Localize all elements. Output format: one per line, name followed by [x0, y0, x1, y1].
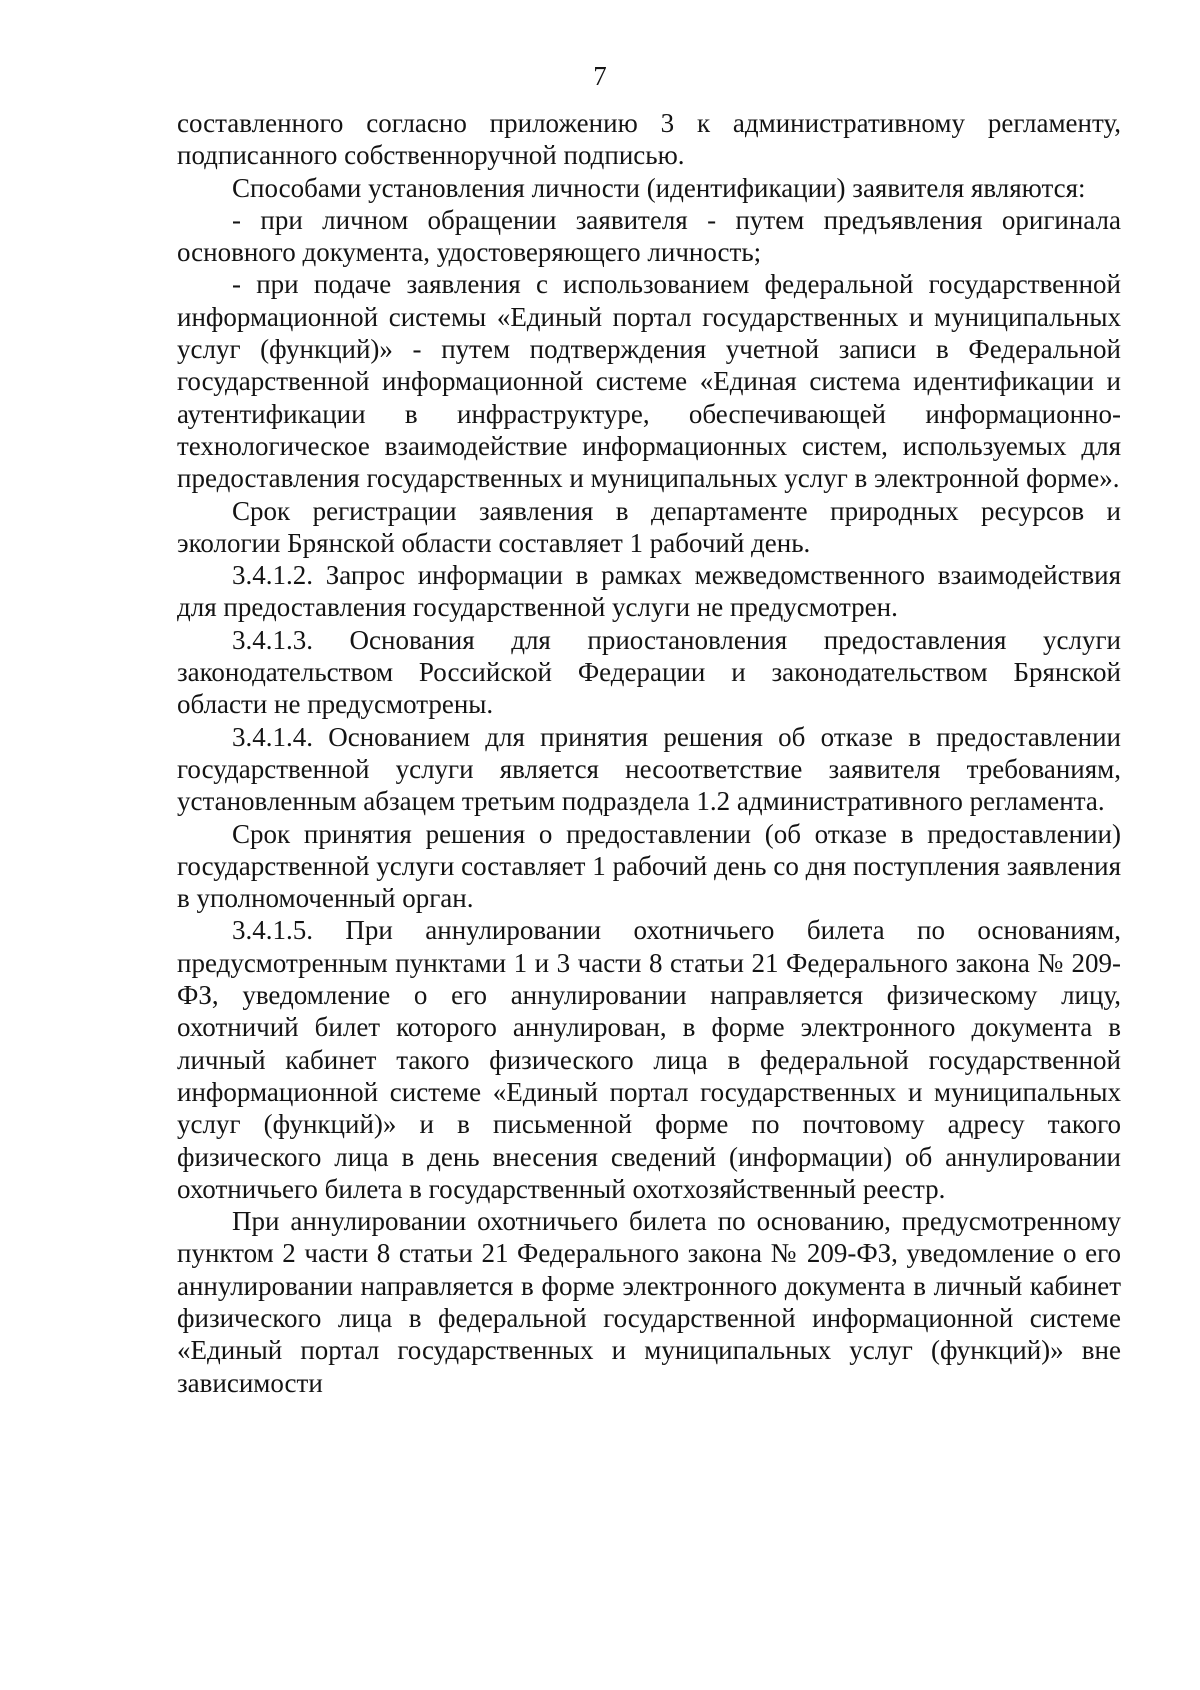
paragraph-3-4-1-2: 3.4.1.2. Запрос информации в рамках межведомственного взаимодействия для предоставления государственной услуги не предусмотрен.	[177, 560, 1121, 623]
paragraph-decision-term: Срок принятия решения о предоставлении (об отказе в предоставлении) государственной услуги составляет 1 рабочий день со дня поступления заявления в уполномоченный орган.	[177, 818, 1121, 914]
list-item-online-portal: - при подаче заявления с использованием федеральной государственной информационной системы «Единый портал государственных и муниципальных услуг (функций)» - путем подтверждения учетной записи в Федеральной государственной информационной системе «Единая система идентификации и аутентификации в инфраструктуре, обеспечивающей информационно-технологическое взаимодействие информационных систем, используемых для предоставления государственных и муниципальных услуг в электронной форме».	[177, 269, 1121, 494]
document-body	[177, 107, 1121, 1399]
paragraph-continuation: составленного согласно приложению 3 к административному регламенту, подписанного собственноручной подписью.	[177, 108, 1121, 171]
page-number: 7	[593, 61, 607, 91]
paragraph-identification-methods: Способами установления личности (идентификации) заявителя являются:	[232, 172, 1086, 203]
paragraph-3-4-1-4: 3.4.1.4. Основанием для принятия решения об отказе в предоставлении государственной услуги является несоответствие заявителя требованиям, установленным абзацем третьим подраздела 1.2 административного регламента.	[177, 721, 1121, 817]
paragraph-3-4-1-3: 3.4.1.3. Основания для приостановления предоставления услуги законодательством Российской Федерации и законодательством Брянской области не предусмотрены.	[177, 624, 1121, 720]
paragraph-annulment-point-2: При аннулировании охотничьего билета по основанию, предусмотренному пунктом 2 части 8 статьи 21 Федерального закона № 209-ФЗ, уведомление о его аннулировании направляется в форме электронного документа в личный кабинет физического лица в федеральной государственной информационной системе «Единый портал государственных и муниципальных услуг (функций)» вне зависимости	[177, 1206, 1121, 1398]
paragraph-3-4-1-5: 3.4.1.5. При аннулировании охотничьего билета по основаниям, предусмотренным пунктами 1 и 3 части 8 статьи 21 Федерального закона № 209-ФЗ, уведомление о его аннулировании направляется физическому лицу, охотничий билет которого аннулирован, в форме электронного документа в личный кабинет такого физического лица в федеральной государственной информационной системе «Единый портал государственных и муниципальных услуг (функций)» и в письменной форме по почтовому адресу такого физического лица в день внесения сведений (информации) об аннулировании охотничьего билета в государственный охотхозяйственный реестр.	[177, 915, 1121, 1204]
list-item-personal-visit: - при личном обращении заявителя - путем предъявления оригинала основного документа, удостоверяющего личность;	[177, 204, 1121, 268]
paragraph-registration-term: Срок регистрации заявления в департаменте природных ресурсов и экологии Брянской области составляет 1 рабочий день.	[177, 495, 1121, 558]
